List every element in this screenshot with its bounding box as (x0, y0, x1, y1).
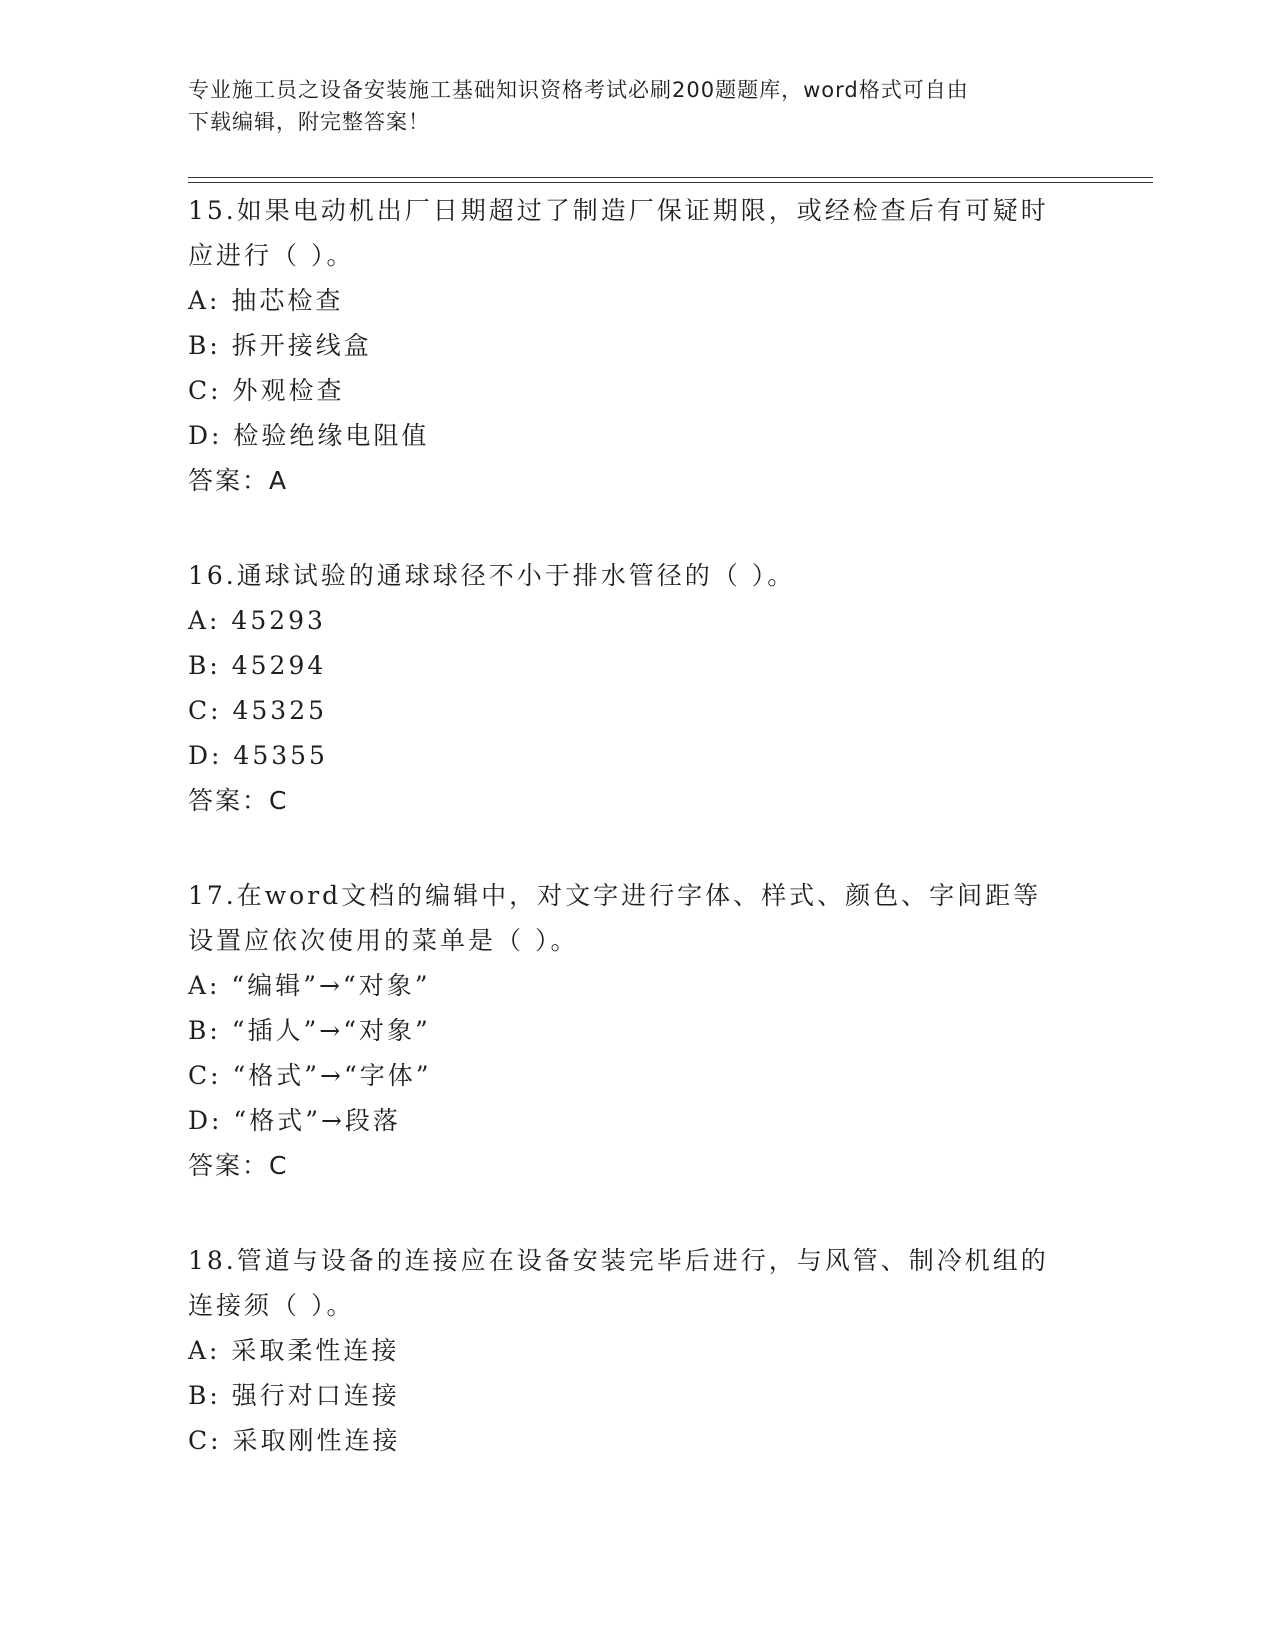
answer: 答案：C (188, 1151, 289, 1180)
option-a: A: “编辑”→“对象” (188, 971, 431, 1000)
option-c: C: 采取刚性连接 (188, 1426, 401, 1455)
question-stem: 设置应依次使用的菜单是（ ）。 (188, 926, 579, 955)
option-d: D: 45355 (188, 741, 328, 770)
question-17 (188, 873, 1108, 1188)
answer: 答案：A (188, 466, 289, 495)
header-line-1: 专业施工员之设备安装施工基础知识资格考试必刷200题题库，word格式可自由 (188, 78, 969, 102)
header-divider-top (188, 177, 1153, 178)
option-c: C: 45325 (188, 696, 328, 725)
question-15 (188, 188, 1108, 503)
answer: 答案：C (188, 786, 289, 815)
header-line-2: 下载编辑，附完整答案！ (188, 110, 430, 134)
question-stem: 连接须（ ）。 (188, 1291, 355, 1320)
option-c: C: 外观检查 (188, 376, 345, 405)
option-b: B: 拆开接线盒 (188, 331, 372, 360)
option-b: B: 强行对口连接 (188, 1381, 400, 1410)
option-d: D: 检验绝缘电阻值 (188, 421, 430, 450)
question-stem: 17.在word文档的编辑中，对文字进行字体、样式、颜色、字间距等 (188, 881, 1042, 910)
option-a: A: 抽芯检查 (188, 286, 344, 315)
question-16 (188, 553, 1108, 823)
question-stem: 18.管道与设备的连接应在设备安装完毕后进行，与风管、制冷机组的 (188, 1246, 1049, 1275)
header-divider-bottom (188, 182, 1153, 183)
question-stem: 应进行（ ）。 (188, 241, 355, 270)
option-b: B: “插人”→“对象” (188, 1016, 431, 1045)
document-header (188, 74, 1088, 138)
option-c: C: “格式”→“字体” (188, 1061, 432, 1090)
option-d: D: “格式”→段落 (188, 1106, 401, 1135)
option-b: B: 45294 (188, 651, 327, 680)
question-stem: 15.如果电动机出厂日期超过了制造厂保证期限，或经检查后有可疑时 (188, 196, 1049, 225)
question-stem: 16.通球试验的通球球径不小于排水管径的（ ）。 (188, 561, 796, 590)
option-a: A: 45293 (188, 606, 326, 635)
question-18 (188, 1238, 1108, 1463)
option-a: A: 采取柔性连接 (188, 1336, 400, 1365)
